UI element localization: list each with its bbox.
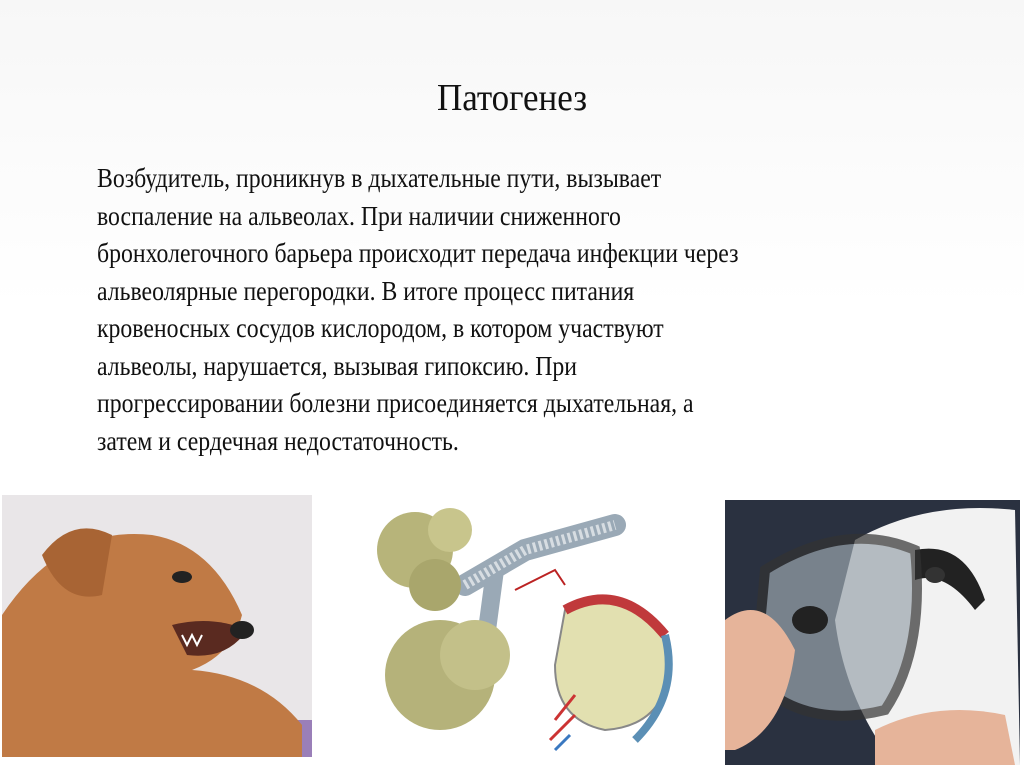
body-line: затем и сердечная недостаточность. [97,425,459,456]
alveoli-diagram [365,495,690,757]
sick-dog-photo [2,495,312,757]
slide-title: Патогенез [436,77,588,119]
body-line: прогрессировании болезни присоединяется дыхательная, а [97,388,694,418]
body-line: Возбудитель, проникнув в дыхательные пути, вызывает [97,163,662,193]
body-line: воспаление на альвеолах. При наличии сниженного [97,200,621,231]
body-line: кровеносных сосудов кислородом, в котором участвуют [97,313,664,343]
body-line: альвеолы, нарушается, вызывая гипоксию. При [97,350,577,381]
body-line: бронхолегочного барьера происходит передача инфекции через [97,238,739,268]
dog-oxygen-mask-photo [725,500,1020,765]
slide-body-text [97,160,889,460]
body-line: альвеолярные перегородки. В итоге процесс питания [97,275,635,306]
